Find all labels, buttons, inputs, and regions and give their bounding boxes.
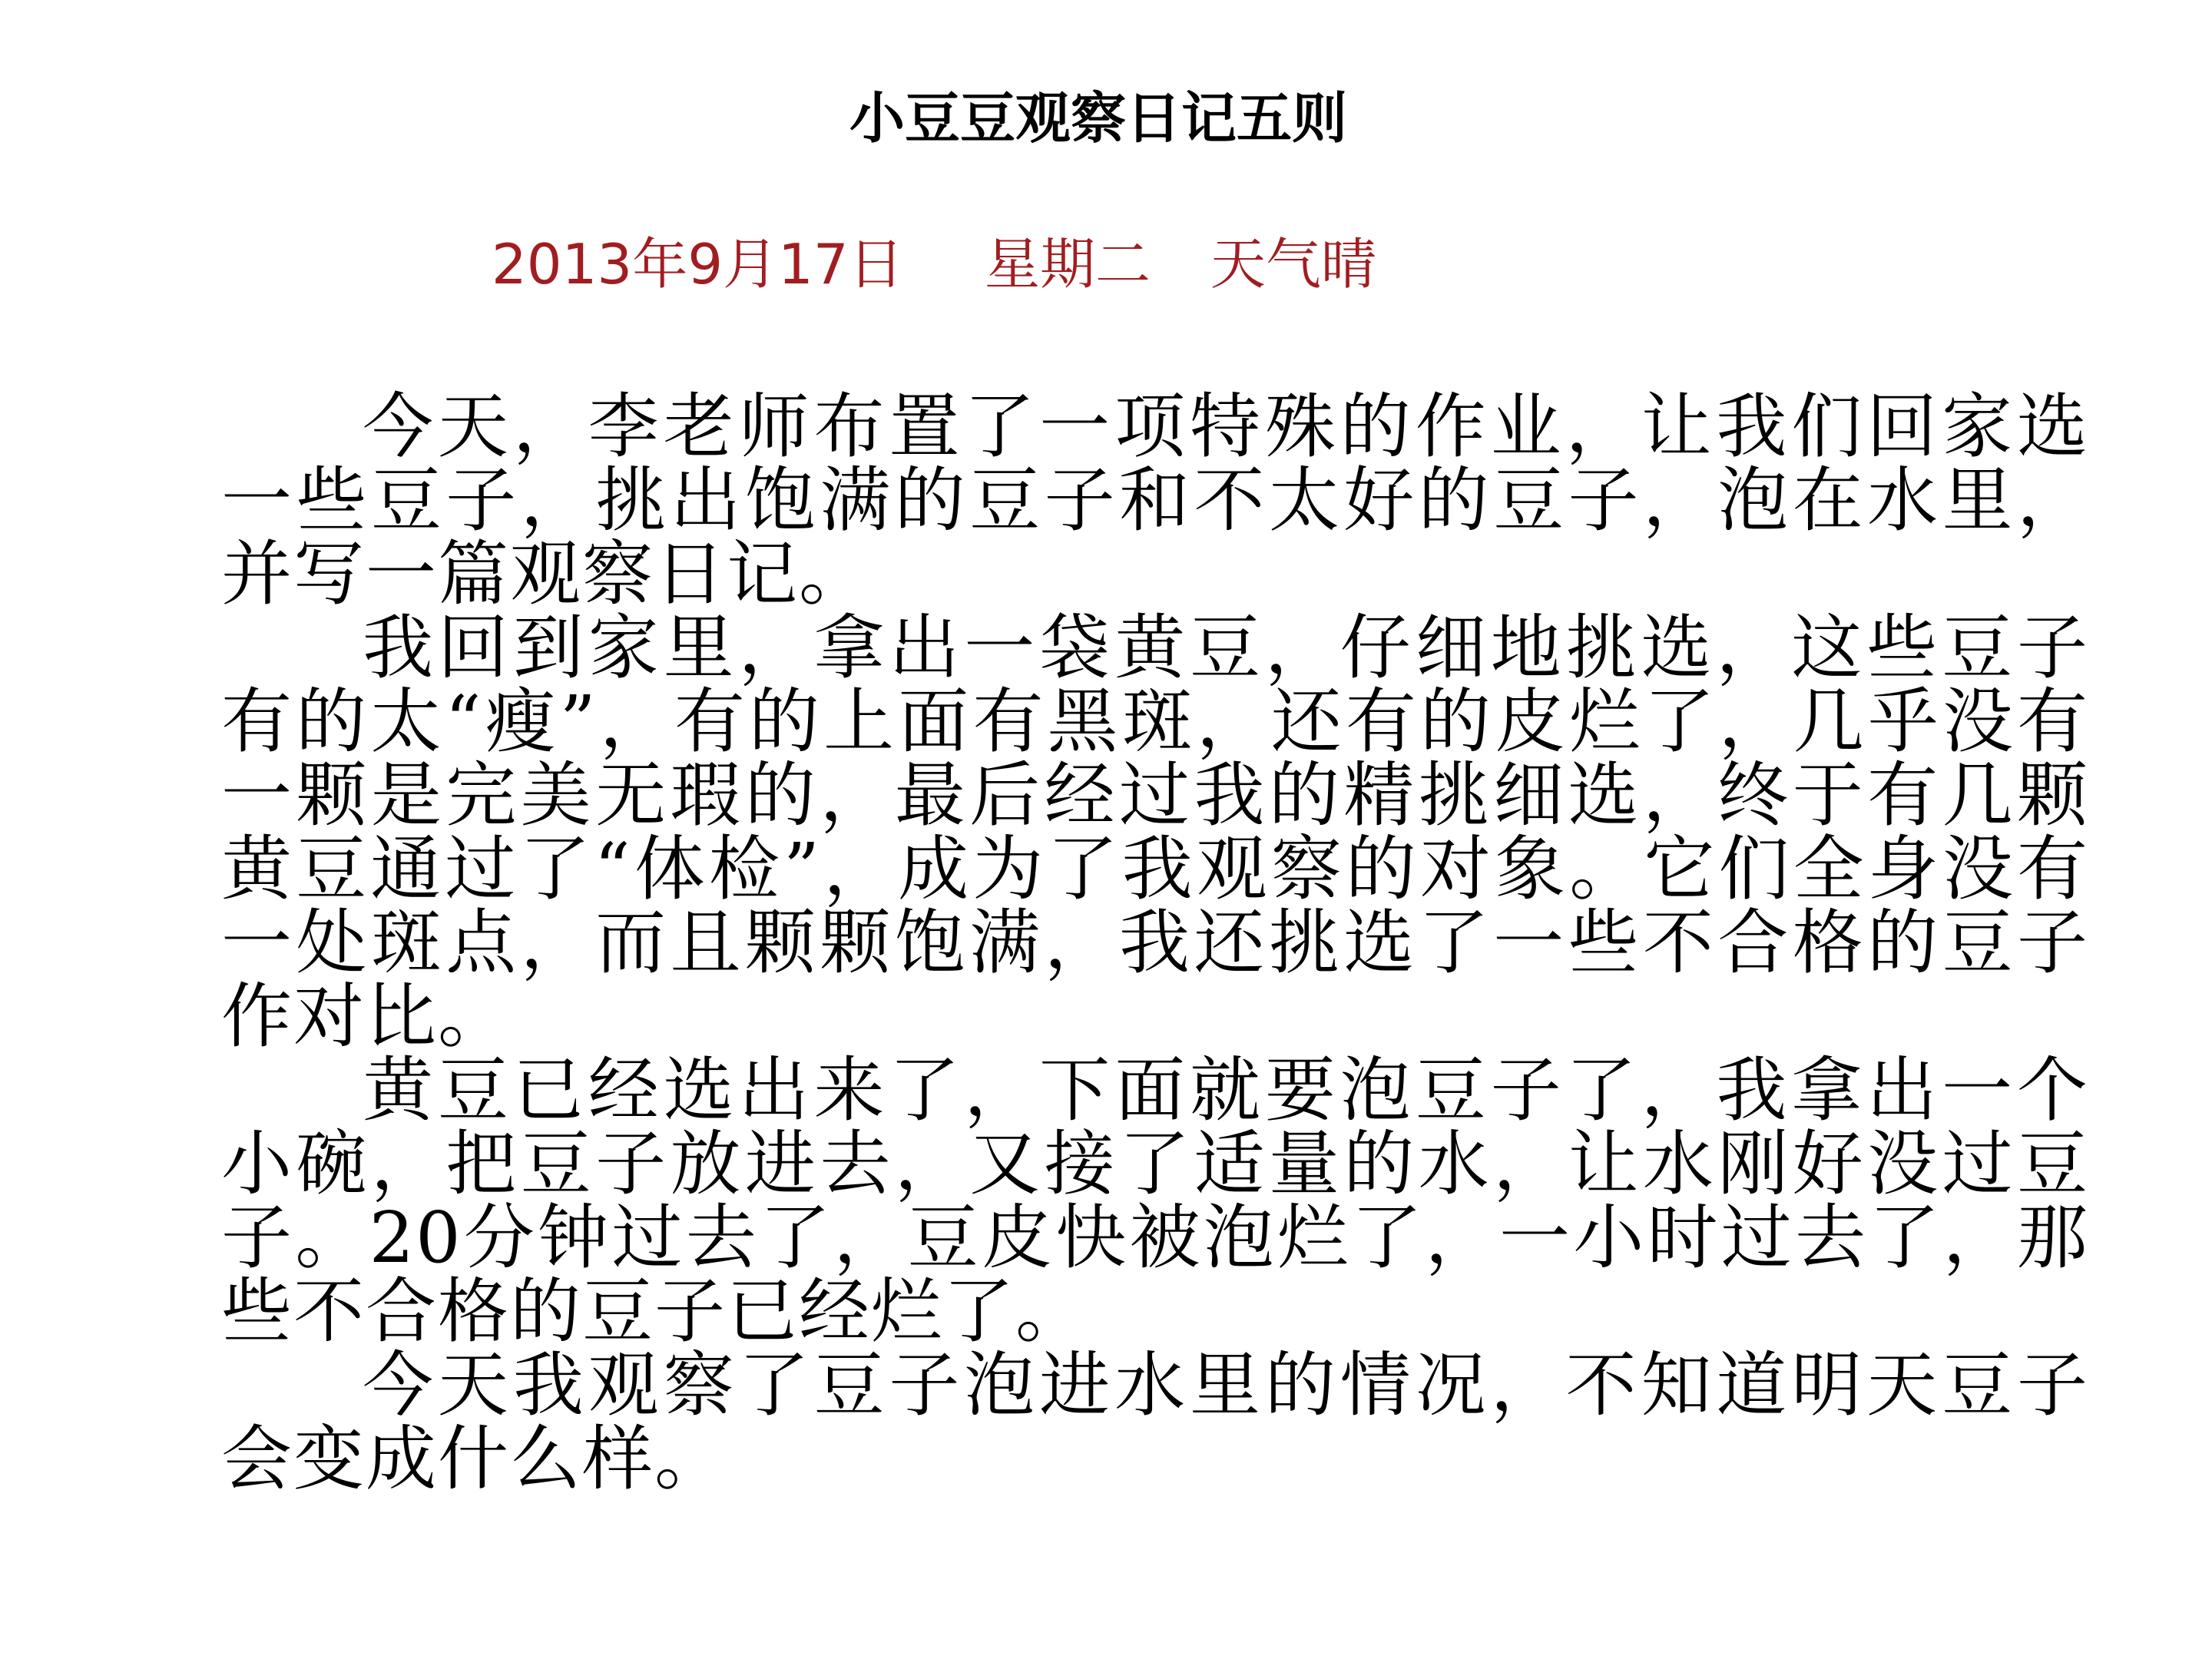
diary-paragraph-2: 我回到家里，拿出一袋黄豆，仔细地挑选，这些豆子有的太“瘦”，有的上面有黑斑，还有的皮烂了，几乎没有一颗是完美无瑕的，最后经过我的精挑细选，终于有几颗黄豆通过了“体检”，成为了我观察的对象。它们全身没有一处斑点，而且颗颗饱满，我还挑选了一些不合格的豆子作对比。: [221, 607, 2089, 1058]
diary-title: [0, 80, 2212, 157]
diary-title-text: 小豆豆观察日记五则: [849, 86, 1347, 151]
entry-header: [492, 226, 1376, 303]
diary-body: [221, 386, 2089, 1500]
entry-weekday: 星期二: [985, 232, 1151, 296]
entry-date: 2013年9月17日: [492, 232, 904, 296]
entry-weather: 天气晴: [1210, 232, 1377, 296]
diary-paragraph-3: 黄豆已经选出来了，下面就要泡豆子了，我拿出一个小碗，把豆子放进去，又接了适量的水，让水刚好没过豆子。20分钟过去了，豆皮快被泡烂了，一小时过去了，那些不合格的豆子已经烂了。: [221, 1049, 2089, 1353]
diary-paragraph-1: 今天，李老师布置了一项特殊的作业，让我们回家选一些豆子，挑出饱满的豆子和不太好的豆子，泡在水里，并写一篇观察日记。: [221, 386, 2089, 615]
diary-paragraph-4: 今天我观察了豆子泡进水里的情况，不知道明天豆子会变成什么样。: [221, 1344, 2089, 1500]
